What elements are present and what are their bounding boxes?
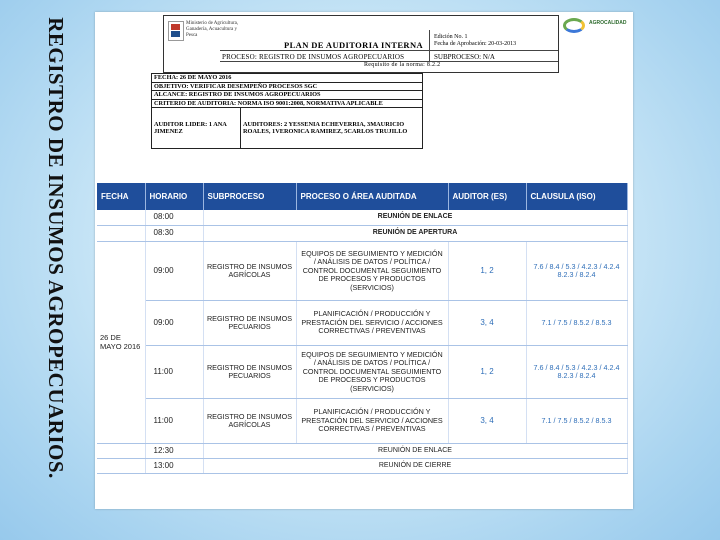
ministry-name: Ministerio de Agricultura, Ganadería, Acuacultura y Pesca [186, 21, 239, 38]
schedule-table [97, 183, 628, 474]
time: 13:00 [145, 459, 203, 474]
event: REUNIÓN DE APERTURA [203, 226, 627, 242]
table-header [97, 183, 627, 210]
subprocess-cell: REGISTRO DE INSUMOS AGRÍCOLAS [203, 399, 296, 444]
audit-info-table [151, 73, 423, 149]
col-horario: HORARIO [145, 183, 203, 210]
auditor-cell: 1, 2 [448, 242, 526, 301]
ministry-logo-icon [168, 21, 184, 41]
audit-criteria: CRITERIO DE AUDITORIA: NORMA ISO 9001:2008, NORMATIVA APLICABLE [152, 99, 423, 108]
slide-title: REGISTRO DE INSUMOS AGROPECUARIOS. [44, 17, 68, 479]
auditor-cell: 1, 2 [448, 346, 526, 399]
doc-meta [434, 34, 516, 48]
time: 09:00 [145, 242, 203, 301]
event: REUNIÓN DE ENLACE [203, 210, 627, 226]
auditor-cell: 3, 4 [448, 399, 526, 444]
time: 11:00 [145, 346, 203, 399]
audit-scope: ALCANCE: REGISTRO DE INSUMOS AGROPECUARIOS [152, 91, 423, 100]
edition: Edición No. 1 [434, 34, 468, 40]
col-area: PROCESO O ÁREA AUDITADA [296, 183, 448, 210]
subprocess: SUBPROCESO: N/A [434, 53, 495, 61]
col-auditor: AUDITOR (ES) [448, 183, 526, 210]
time: 11:00 [145, 399, 203, 444]
table-row [97, 399, 627, 444]
table-row [97, 459, 627, 474]
process-name: PROCESO: REGISTRO DE INSUMOS AGROPECUARIOS [222, 53, 405, 61]
event: REUNIÓN DE ENLACE [203, 444, 627, 459]
clause-cell: 7.6 / 8.4 / 5.3 / 4.2.3 / 4.2.4 8.2.3 / 8.2.4 [526, 346, 627, 399]
col-fecha: FECHA [97, 183, 145, 210]
document-header [163, 15, 559, 73]
subprocess-cell: REGISTRO DE INSUMOS PECUARIOS [203, 346, 296, 399]
audit-plan-document [95, 12, 633, 509]
area-cell: EQUIPOS DE SEGUIMIENTO Y MEDICIÓN / ANÁLISIS DE DATOS / POLÍTICA / CONTROL DOCUMENTAL SEGUIMIENTO DE PROCESOS Y PRODUCTOS (SERVICIOS) [296, 242, 448, 301]
subprocess-cell: REGISTRO DE INSUMOS PECUARIOS [203, 301, 296, 346]
table-row [97, 301, 627, 346]
audit-day: 26 DE MAYO 2016 [97, 242, 145, 444]
agency-logo-icon [563, 18, 585, 33]
auditors: AUDITORES: 2 YESSENIA ECHEVERRIA, 3MAURICIO ROALES, 1VERONICA RAMIREZ, 5CARLOS TRUJILLO [241, 108, 423, 149]
approval-date: Fecha de Aprobación: 20-03-2013 [434, 41, 517, 47]
time: 12:30 [145, 444, 203, 459]
table-row [97, 210, 627, 226]
clause-cell: 7.1 / 7.5 / 8.5.2 / 8.5.3 [526, 301, 627, 346]
table-row [97, 346, 627, 399]
table-row [97, 242, 627, 301]
clause-cell: 7.1 / 7.5 / 8.5.2 / 8.5.3 [526, 399, 627, 444]
area-cell: PLANIFICACIÓN / PRODUCCIÓN Y PRESTACIÓN DEL SERVICIO / ACCIONES CORRECTIVAS / PREVENTIVAS [296, 301, 448, 346]
area-cell: PLANIFICACIÓN / PRODUCCIÓN Y PRESTACIÓN DEL SERVICIO / ACCIONES CORRECTIVAS / PREVENTIVAS [296, 399, 448, 444]
time: 08:30 [145, 226, 203, 242]
table-row [97, 226, 627, 242]
col-clausula: CLAUSULA (ISO) [526, 183, 627, 210]
lead-auditor: AUDITOR LIDER: 1 ANA JIMENEZ [152, 108, 241, 149]
event: REUNIÓN DE CIERRE [203, 459, 627, 474]
table-row [97, 444, 627, 459]
time: 09:00 [145, 301, 203, 346]
subprocess-cell: REGISTRO DE INSUMOS AGRÍCOLAS [203, 242, 296, 301]
area-cell: EQUIPOS DE SEGUIMIENTO Y MEDICIÓN / ANÁLISIS DE DATOS / POLÍTICA / CONTROL DOCUMENTAL SEGUIMIENTO DE PROCESOS Y PRODUCTOS (SERVICIOS) [296, 346, 448, 399]
auditor-cell: 3, 4 [448, 301, 526, 346]
time: 08:00 [145, 210, 203, 226]
clause-cell: 7.6 / 8.4 / 5.3 / 4.2.3 / 4.2.4 8.2.3 / 8.2.4 [526, 242, 627, 301]
requirement: Requisito de la norma: 8.2.2 [364, 62, 441, 68]
audit-date: FECHA: 26 DE MAYO 2016 [152, 74, 423, 83]
col-subproceso: SUBPROCESO [203, 183, 296, 210]
audit-objective: OBJETIVO: VERIFICAR DESEMPEÑO PROCESOS SGC [152, 82, 423, 91]
agency-brand: AGROCALIDAD [589, 20, 627, 26]
plan-title: PLAN DE AUDITORIA INTERNA [284, 40, 424, 50]
